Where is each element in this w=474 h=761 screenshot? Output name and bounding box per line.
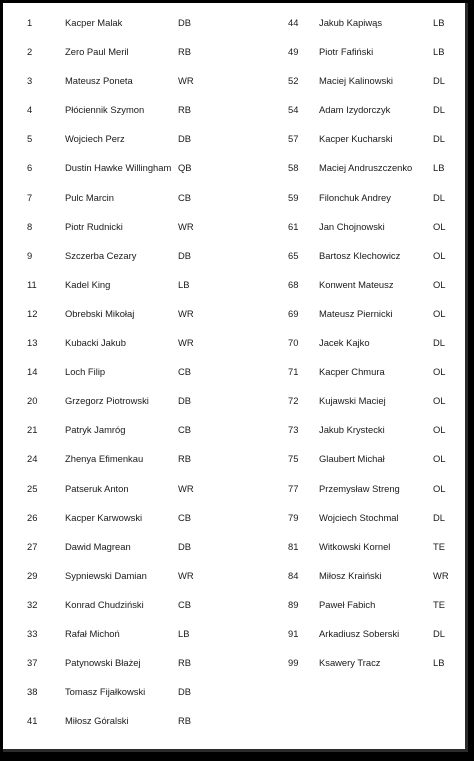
player-position: DB — [178, 686, 192, 698]
player-position: DL — [433, 627, 445, 639]
player-number: 71 — [288, 366, 299, 378]
player-position: RB — [178, 657, 192, 669]
roster-row — [239, 483, 465, 512]
roster-row — [239, 279, 465, 308]
player-number: 12 — [27, 307, 38, 319]
roster-row — [3, 17, 233, 46]
player-name: Maciej Andruszczenko — [319, 162, 413, 174]
player-name: Obrebski Mikołaj — [65, 307, 135, 319]
player-position: WR — [178, 307, 194, 319]
player-position: CB — [178, 366, 192, 378]
player-number: 77 — [288, 482, 299, 494]
player-position: OL — [433, 395, 446, 407]
player-position: DB — [178, 395, 192, 407]
player-number: 57 — [288, 133, 299, 145]
player-position: DL — [433, 104, 445, 116]
player-number: 20 — [27, 395, 38, 407]
player-number: 5 — [27, 133, 33, 145]
roster-row — [239, 46, 465, 75]
player-name: Patseruk Anton — [65, 482, 129, 494]
roster-row — [3, 570, 233, 599]
player-name: Piotr Rudnicki — [65, 220, 123, 232]
roster-row — [3, 308, 233, 337]
player-name: Tomasz Fijałkowski — [65, 686, 146, 698]
roster-row — [3, 424, 233, 453]
player-name: Maciej Kalinowski — [319, 75, 393, 87]
player-name: Kacper Malak — [65, 17, 123, 28]
player-position: DB — [178, 249, 192, 261]
player-name: Rafał Michoń — [65, 627, 120, 639]
player-position: RB — [178, 104, 192, 116]
player-name: Loch Filip — [65, 366, 106, 378]
player-position: RB — [178, 453, 192, 465]
roster-row — [3, 75, 233, 104]
player-position: LB — [178, 627, 190, 639]
roster-row — [239, 628, 465, 657]
player-name: Jakub Krystecki — [319, 424, 385, 436]
player-number: 38 — [27, 686, 38, 698]
player-number: 65 — [288, 249, 299, 261]
player-number: 32 — [27, 598, 38, 610]
player-position: WR — [178, 75, 194, 87]
player-name: Mateusz Piernicki — [319, 307, 393, 319]
roster-row — [239, 308, 465, 337]
player-name: Pulc Marcin — [65, 191, 114, 203]
roster-row — [239, 453, 465, 482]
player-number: 21 — [27, 424, 38, 436]
player-number: 84 — [288, 569, 299, 581]
roster-row — [239, 133, 465, 162]
roster-row — [3, 104, 233, 133]
roster-row — [3, 279, 233, 308]
player-position: LB — [433, 17, 445, 28]
player-number: 49 — [288, 46, 299, 58]
player-name: Filonchuk Andrey — [319, 191, 391, 203]
roster-row — [3, 133, 233, 162]
roster-row — [3, 162, 233, 191]
player-position: RB — [178, 715, 192, 727]
player-number: 58 — [288, 162, 299, 174]
player-position: OL — [433, 482, 446, 494]
roster-row — [239, 424, 465, 453]
roster-row — [3, 337, 233, 366]
player-number: 11 — [27, 278, 37, 290]
player-name: Kujawski Maciej — [319, 395, 386, 407]
player-position: OL — [433, 220, 446, 232]
player-number: 70 — [288, 337, 299, 349]
roster-row — [239, 75, 465, 104]
player-number: 4 — [27, 104, 33, 116]
roster-row — [239, 250, 465, 279]
roster-row — [239, 395, 465, 424]
player-number: 59 — [288, 191, 299, 203]
player-position: CB — [178, 424, 192, 436]
player-position: OL — [433, 366, 446, 378]
roster-row — [239, 512, 465, 541]
player-number: 1 — [27, 17, 33, 28]
player-name: Jacek Kajko — [319, 337, 370, 349]
roster-row — [3, 715, 233, 744]
player-name: Dustin Hawke Willingham — [65, 162, 172, 174]
player-name: Paweł Fabich — [319, 598, 376, 610]
roster-row — [3, 453, 233, 482]
player-name: Przemysław Streng — [319, 482, 400, 494]
player-number: 52 — [288, 75, 299, 87]
player-position: RB — [178, 46, 192, 58]
player-position: OL — [433, 249, 446, 261]
player-position: DL — [433, 511, 445, 523]
roster-row — [239, 337, 465, 366]
player-position: DB — [178, 133, 192, 145]
player-number: 68 — [288, 278, 299, 290]
player-name: Kacper Karwowski — [65, 511, 143, 523]
player-position: WR — [178, 569, 194, 581]
player-position: TE — [433, 598, 445, 610]
roster-row — [239, 570, 465, 599]
player-position: WR — [178, 220, 194, 232]
roster-page — [3, 3, 468, 752]
player-position: OL — [433, 424, 446, 436]
player-position: LB — [433, 46, 445, 58]
player-number: 81 — [288, 540, 299, 552]
player-name: Sypniewski Damian — [65, 569, 147, 581]
player-name: Miłosz Góralski — [65, 715, 129, 727]
player-name: Dawid Magrean — [65, 540, 131, 552]
player-name: Bartosz Klechowicz — [319, 249, 401, 261]
player-name: Kubacki Jakub — [65, 337, 126, 349]
player-name: Kacper Chmura — [319, 366, 385, 378]
roster-row — [3, 657, 233, 686]
player-number: 79 — [288, 511, 299, 523]
player-number: 73 — [288, 424, 299, 436]
player-position: WR — [433, 569, 449, 581]
player-name: Zhenya Efimenkau — [65, 453, 144, 465]
roster-row — [3, 192, 233, 221]
player-position: DB — [178, 540, 192, 552]
player-name: Szczerba Cezary — [65, 249, 137, 261]
player-position: CB — [178, 598, 192, 610]
player-name: Mateusz Poneta — [65, 75, 133, 87]
player-position: DL — [433, 133, 445, 145]
player-number: 37 — [27, 657, 38, 669]
roster-row — [3, 395, 233, 424]
player-name: Patryk Jamróg — [65, 424, 126, 436]
player-name: Zero Paul Meril — [65, 46, 129, 58]
player-position: CB — [178, 511, 192, 523]
roster-column-left — [3, 17, 233, 744]
roster-row — [3, 250, 233, 279]
player-number: 41 — [27, 715, 38, 727]
player-position: DL — [433, 337, 445, 349]
player-number: 26 — [27, 511, 38, 523]
player-position: OL — [433, 453, 446, 465]
player-number: 99 — [288, 657, 299, 669]
player-number: 89 — [288, 598, 299, 610]
player-position: LB — [433, 162, 445, 174]
roster-row — [3, 599, 233, 628]
player-position: LB — [178, 278, 190, 290]
roster-row — [3, 541, 233, 570]
player-name: Kacper Kucharski — [319, 133, 393, 145]
roster-column-right — [239, 17, 465, 686]
player-number: 29 — [27, 569, 38, 581]
player-name: Grzegorz Piotrowski — [65, 395, 149, 407]
player-name: Kadel King — [65, 278, 111, 290]
player-number: 7 — [27, 191, 33, 203]
player-number: 54 — [288, 104, 299, 116]
roster-row — [3, 366, 233, 395]
player-name: Konwent Mateusz — [319, 278, 394, 290]
player-number: 14 — [27, 366, 38, 378]
player-number: 44 — [288, 17, 299, 28]
player-name: Wojciech Stochmal — [319, 511, 399, 523]
roster-row — [239, 104, 465, 133]
roster-row — [3, 512, 233, 541]
roster-row — [3, 221, 233, 250]
roster-row — [239, 17, 465, 46]
player-number: 25 — [27, 482, 38, 494]
player-name: Arkadiusz Soberski — [319, 627, 400, 639]
player-number: 6 — [27, 162, 33, 174]
roster-row — [239, 366, 465, 395]
player-position: LB — [433, 657, 445, 669]
player-number: 61 — [288, 220, 299, 232]
player-position: DL — [433, 191, 445, 203]
player-name: Wojciech Perz — [65, 133, 125, 145]
player-name: Witkowski Kornel — [319, 540, 391, 552]
player-position: QB — [178, 162, 192, 174]
roster-row — [239, 541, 465, 570]
player-position: WR — [178, 337, 194, 349]
player-number: 75 — [288, 453, 299, 465]
player-number: 24 — [27, 453, 38, 465]
player-position: WR — [178, 482, 194, 494]
player-number: 33 — [27, 627, 38, 639]
player-position: OL — [433, 278, 446, 290]
roster-row — [3, 628, 233, 657]
player-position: TE — [433, 540, 445, 552]
roster-row — [239, 162, 465, 191]
player-number: 8 — [27, 220, 33, 232]
player-position: DB — [178, 17, 192, 28]
roster-row — [239, 221, 465, 250]
player-number: 13 — [27, 337, 38, 349]
roster-row — [239, 192, 465, 221]
player-name: Konrad Chudziński — [65, 598, 144, 610]
player-position: DL — [433, 75, 445, 87]
player-name: Piotr Fafiński — [319, 46, 374, 58]
player-position: CB — [178, 191, 192, 203]
player-number: 3 — [27, 75, 33, 87]
player-name: Adam Izydorczyk — [319, 104, 391, 116]
player-name: Glaubert Michał — [319, 453, 385, 465]
player-name: Ksawery Tracz — [319, 657, 381, 669]
player-name: Patynowski Błażej — [65, 657, 141, 669]
roster-row — [3, 483, 233, 512]
roster-row — [3, 46, 233, 75]
player-number: 2 — [27, 46, 33, 58]
player-position: OL — [433, 307, 446, 319]
player-number: 91 — [288, 627, 299, 639]
roster-row — [3, 686, 233, 715]
player-number: 27 — [27, 540, 38, 552]
player-name: Jan Chojnowski — [319, 220, 385, 232]
roster-row — [239, 599, 465, 628]
roster-row — [239, 657, 465, 686]
player-name: Płóciennik Szymon — [65, 104, 145, 116]
player-number: 72 — [288, 395, 299, 407]
player-number: 9 — [27, 249, 33, 261]
player-number: 69 — [288, 307, 299, 319]
player-name: Jakub Kapiwąs — [319, 17, 383, 28]
player-name: Miłosz Kraiński — [319, 569, 382, 581]
